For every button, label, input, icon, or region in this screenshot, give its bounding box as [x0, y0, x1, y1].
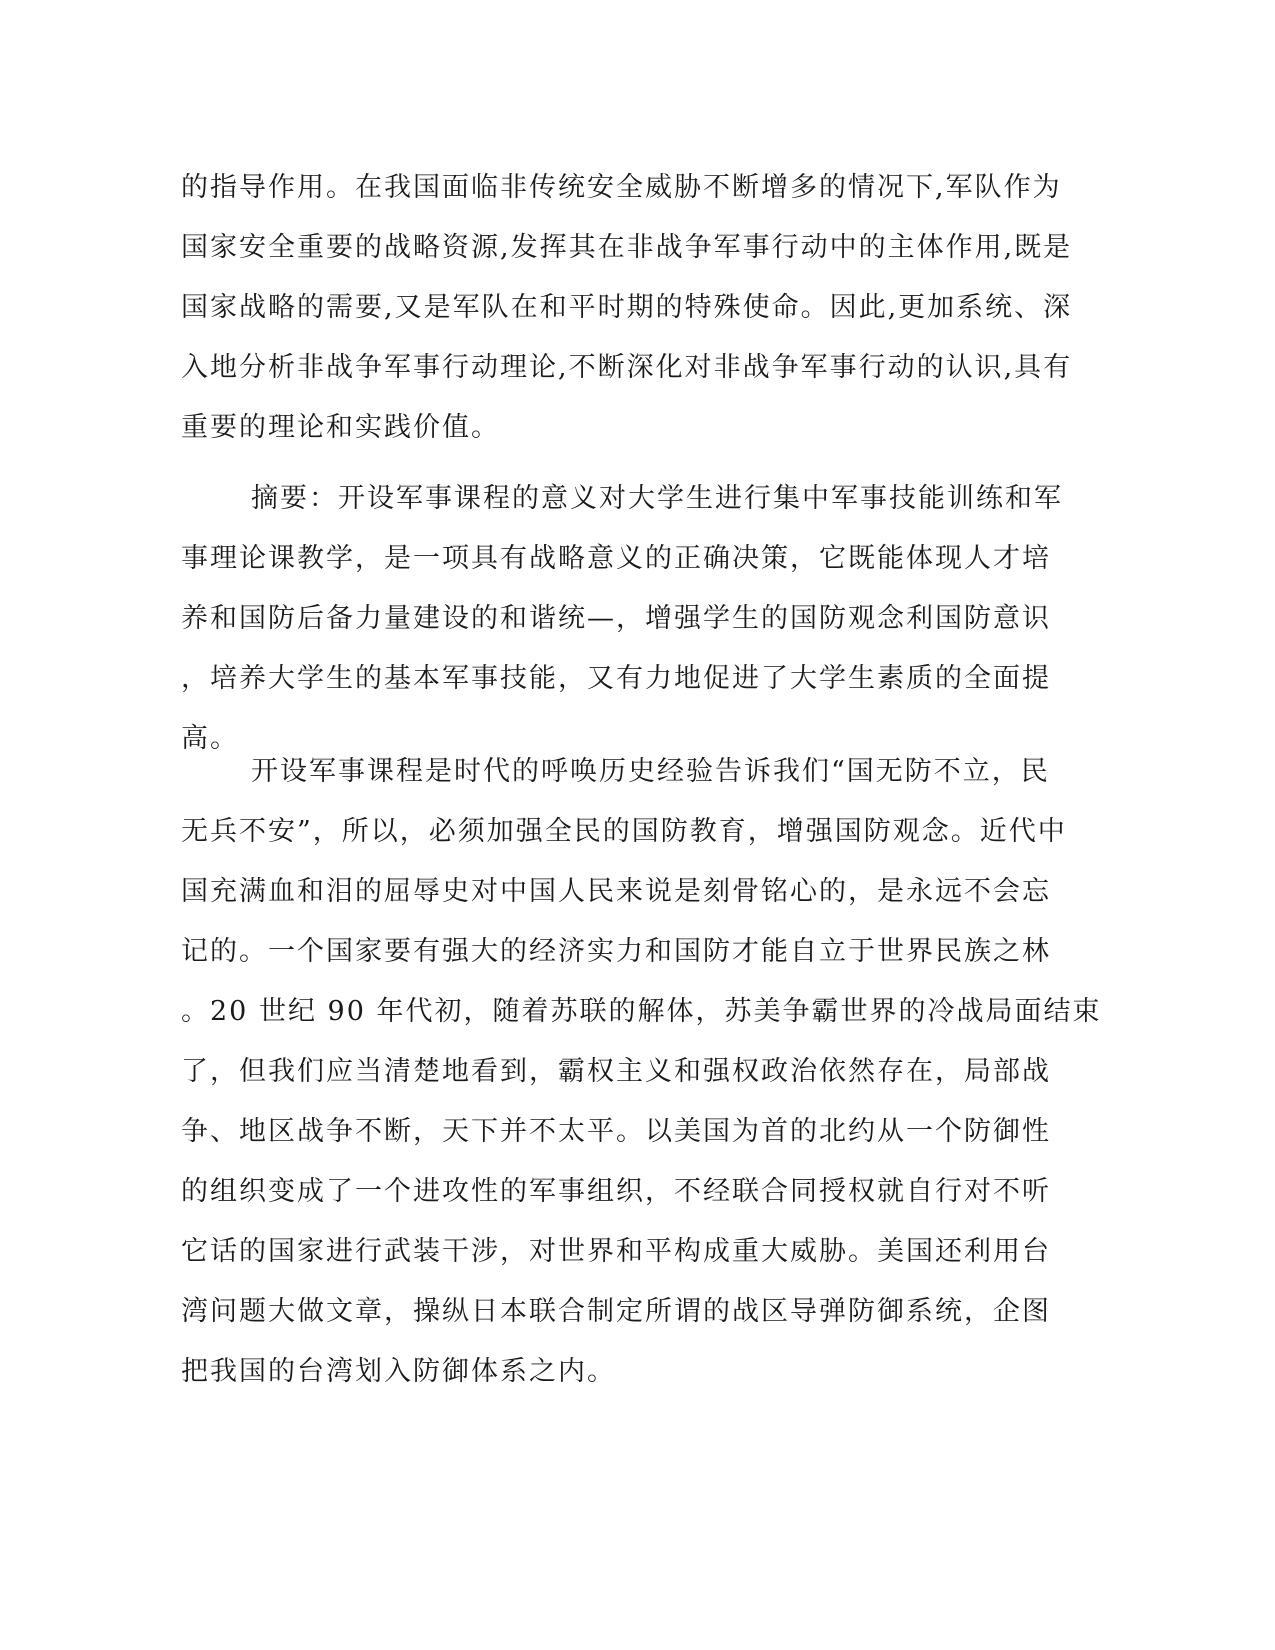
text-line: 把我国的台湾划入防御体系之内。 — [181, 1356, 616, 1387]
text-line: 湾问题大做文章，操纵日本联合制定所谓的战区导弹防御系统，企图 — [181, 1296, 1051, 1327]
text-line: 。20 世纪 90 年代初，随着苏联的解体，苏美争霸世界的冷战局面结束 — [181, 996, 1102, 1027]
text-line: 了，但我们应当清楚地看到，霸权主义和强权政治依然存在，局部战 — [181, 1056, 1051, 1087]
text-line: 无兵不安”，所以，必须加强全民的国防教育，增强国防观念。近代中 — [181, 816, 1067, 847]
text-line: 摘要：开设军事课程的意义对大学生进行集中军事技能训练和军 — [251, 483, 1063, 514]
paragraph-abstract — [181, 469, 1063, 769]
text-line: 的组织变成了一个进攻性的军事组织，不经联合同授权就自行对不听 — [181, 1176, 1051, 1207]
paragraph-1 — [181, 158, 1073, 458]
text-line: 开设军事课程是时代的呼唤历史经验告诉我们“国无防不立，民 — [251, 756, 1050, 787]
text-line: 入地分析非战争军事行动理论,不断深化对非战争军事行动的认识,具有 — [181, 352, 1073, 383]
text-line: 养和国防后备力量建设的和谐统—，增强学生的国防观念利国防意识 — [181, 603, 1051, 634]
paragraph-3 — [181, 742, 1102, 1402]
text-line: 国家战略的需要,又是军队在和平时期的特殊使命。因此,更加系统、深 — [181, 292, 1073, 323]
text-line: 事理论课教学，是一项具有战略意义的正确决策，它既能体现人才培 — [181, 543, 1051, 574]
text-line: 记的。一个国家要有强大的经济实力和国防才能自立于世界民族之林 — [181, 936, 1051, 967]
text-line: 它话的国家进行武装干涉，对世界和平构成重大威胁。美国还利用台 — [181, 1236, 1051, 1267]
text-line: ，培养大学生的基本军事技能，又有力地促进了大学生素质的全面提 — [181, 663, 1051, 694]
text-line: 争、地区战争不断，天下并不太平。以美国为首的北约从一个防御性 — [181, 1116, 1051, 1147]
text-line: 的指导作用。在我国面临非传统安全威胁不断增多的情况下,军队作为 — [181, 172, 1062, 203]
text-line: 重要的理论和实践价值。 — [181, 412, 500, 443]
text-line: 国充满血和泪的屈辱史对中国人民来说是刻骨铭心的，是永远不会忘 — [181, 876, 1051, 907]
text-line: 高。 — [181, 723, 239, 754]
text-line: 国家安全重要的战略资源,发挥其在非战争军事行动中的主体作用,既是 — [181, 232, 1073, 263]
